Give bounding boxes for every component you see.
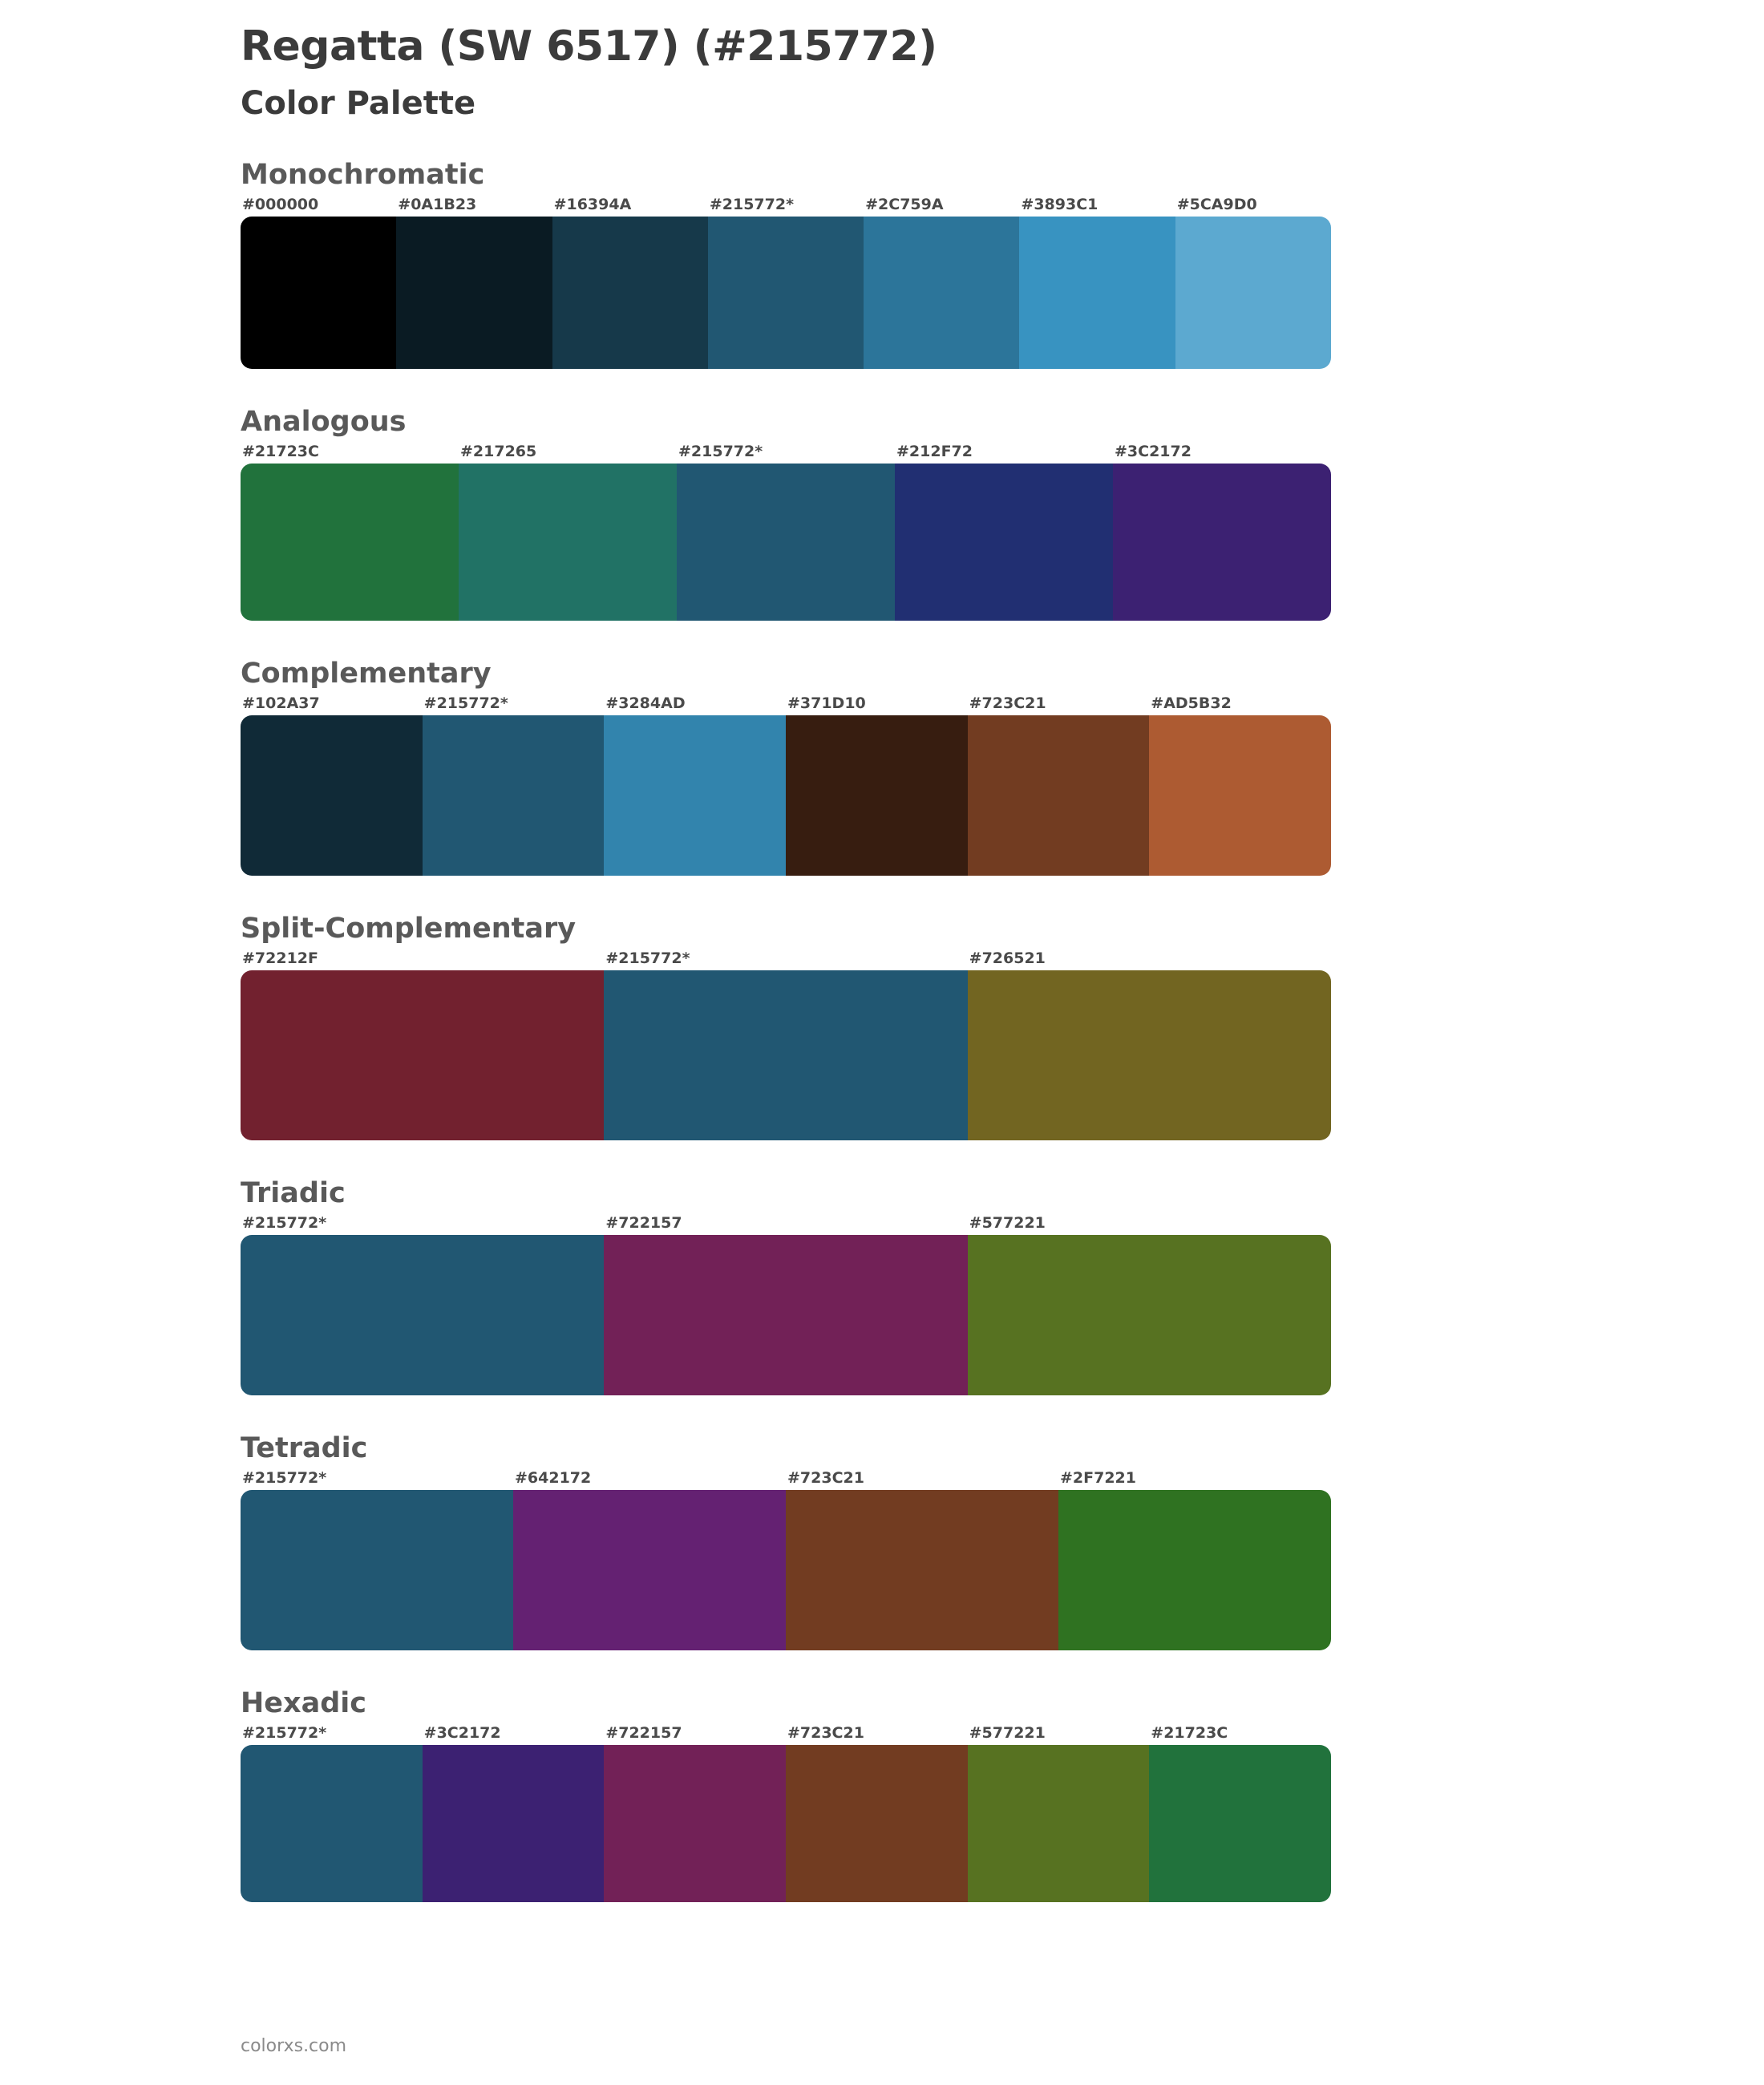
- palette-section-split-complementary: [241, 913, 1523, 1140]
- color-swatch[interactable]: [968, 715, 1150, 876]
- swatch-hex-label: #102A37: [242, 694, 320, 712]
- section-heading: Triadic: [241, 1177, 346, 1209]
- swatch-hex-label: #3893C1: [1021, 196, 1098, 213]
- swatch-hex-label: #577221: [969, 1724, 1046, 1742]
- swatch-hex-label: #371D10: [787, 694, 866, 712]
- swatch-hex-label: #722157: [605, 1214, 682, 1232]
- swatch-hex-label: #21723C: [1151, 1724, 1228, 1742]
- swatch-hex-label: #3284AD: [605, 694, 686, 712]
- swatch-row: [241, 217, 1331, 369]
- color-swatch[interactable]: [1058, 1490, 1331, 1650]
- swatch-label-row: [241, 949, 1331, 970]
- palette-section-complementary: [241, 658, 1523, 876]
- swatch-label-row: [241, 1214, 1331, 1235]
- color-swatch[interactable]: [423, 1745, 605, 1902]
- section-heading: Analogous: [241, 406, 407, 438]
- color-swatch[interactable]: [241, 715, 423, 876]
- color-swatch[interactable]: [241, 464, 459, 621]
- swatch-hex-label: #215772*: [709, 196, 795, 213]
- color-swatch[interactable]: [459, 464, 677, 621]
- page-title: Regatta (SW 6517) (#215772): [241, 22, 937, 71]
- swatch-hex-label: #726521: [969, 949, 1046, 967]
- color-swatch[interactable]: [396, 217, 552, 369]
- swatch-hex-label: #215772*: [242, 1469, 327, 1487]
- palette-section-triadic: [241, 1177, 1523, 1395]
- color-swatch[interactable]: [1113, 464, 1331, 621]
- swatch-row: [241, 715, 1331, 876]
- swatch-hex-label: #3C2172: [423, 1724, 501, 1742]
- swatch-hex-label: #2F7221: [1060, 1469, 1136, 1487]
- color-swatch[interactable]: [786, 1490, 1058, 1650]
- color-swatch[interactable]: [604, 715, 786, 876]
- swatch-hex-label: #21723C: [242, 443, 319, 460]
- color-swatch[interactable]: [677, 464, 895, 621]
- swatch-hex-label: #723C21: [787, 1469, 864, 1487]
- color-swatch[interactable]: [864, 217, 1019, 369]
- color-swatch[interactable]: [968, 970, 1331, 1140]
- swatch-hex-label: #AD5B32: [1151, 694, 1232, 712]
- color-swatch[interactable]: [604, 1235, 967, 1395]
- swatch-hex-label: #3C2172: [1115, 443, 1192, 460]
- section-heading: Tetradic: [241, 1432, 368, 1464]
- color-swatch[interactable]: [708, 217, 864, 369]
- color-swatch[interactable]: [1175, 217, 1331, 369]
- color-swatch[interactable]: [423, 715, 605, 876]
- swatch-hex-label: #16394A: [553, 196, 632, 213]
- swatch-hex-label: #215772*: [242, 1724, 327, 1742]
- color-swatch[interactable]: [1149, 1745, 1331, 1902]
- palette-section-analogous: [241, 406, 1523, 621]
- swatch-hex-label: #723C21: [969, 694, 1046, 712]
- swatch-hex-label: #215772*: [678, 443, 763, 460]
- section-heading: Monochromatic: [241, 159, 485, 191]
- swatch-label-row: [241, 1469, 1331, 1490]
- color-swatch[interactable]: [895, 464, 1113, 621]
- color-swatch[interactable]: [552, 217, 708, 369]
- swatch-row: [241, 1490, 1331, 1650]
- swatch-label-row: [241, 196, 1331, 217]
- swatch-label-row: [241, 1724, 1331, 1745]
- color-swatch[interactable]: [513, 1490, 786, 1650]
- palette-sections: [241, 159, 1523, 1902]
- swatch-hex-label: #722157: [605, 1724, 682, 1742]
- color-swatch[interactable]: [968, 1745, 1150, 1902]
- swatch-hex-label: #723C21: [787, 1724, 864, 1742]
- swatch-hex-label: #2C759A: [865, 196, 944, 213]
- color-swatch[interactable]: [604, 1745, 786, 1902]
- swatch-hex-label: #72212F: [242, 949, 318, 967]
- swatch-hex-label: #212F72: [896, 443, 973, 460]
- color-swatch[interactable]: [241, 217, 396, 369]
- palette-section-hexadic: [241, 1687, 1523, 1902]
- site-credit: colorxs.com: [241, 2036, 347, 2056]
- swatch-label-row: [241, 443, 1331, 464]
- color-swatch[interactable]: [1019, 217, 1175, 369]
- color-swatch[interactable]: [241, 1490, 513, 1650]
- swatch-label-row: [241, 694, 1331, 715]
- color-swatch[interactable]: [968, 1235, 1331, 1395]
- swatch-row: [241, 970, 1331, 1140]
- section-heading: Hexadic: [241, 1687, 367, 1719]
- swatch-hex-label: #215772*: [423, 694, 508, 712]
- color-swatch[interactable]: [241, 1235, 604, 1395]
- swatch-hex-label: #642172: [515, 1469, 592, 1487]
- swatch-row: [241, 464, 1331, 621]
- color-swatch[interactable]: [241, 970, 604, 1140]
- swatch-hex-label: #000000: [242, 196, 319, 213]
- palette-section-monochromatic: [241, 159, 1523, 369]
- palette-section-tetradic: [241, 1432, 1523, 1650]
- page-subtitle: Color Palette: [241, 85, 476, 122]
- section-heading: Split-Complementary: [241, 913, 577, 945]
- swatch-hex-label: #215772*: [242, 1214, 327, 1232]
- swatch-row: [241, 1235, 1331, 1395]
- color-swatch[interactable]: [1149, 715, 1331, 876]
- color-swatch[interactable]: [241, 1745, 423, 1902]
- color-swatch[interactable]: [604, 970, 967, 1140]
- swatch-row: [241, 1745, 1331, 1902]
- swatch-hex-label: #217265: [460, 443, 537, 460]
- color-swatch[interactable]: [786, 1745, 968, 1902]
- section-heading: Complementary: [241, 658, 492, 690]
- color-swatch[interactable]: [786, 715, 968, 876]
- swatch-hex-label: #0A1B23: [398, 196, 477, 213]
- swatch-hex-label: #5CA9D0: [1176, 196, 1257, 213]
- swatch-hex-label: #577221: [969, 1214, 1046, 1232]
- swatch-hex-label: #215772*: [605, 949, 690, 967]
